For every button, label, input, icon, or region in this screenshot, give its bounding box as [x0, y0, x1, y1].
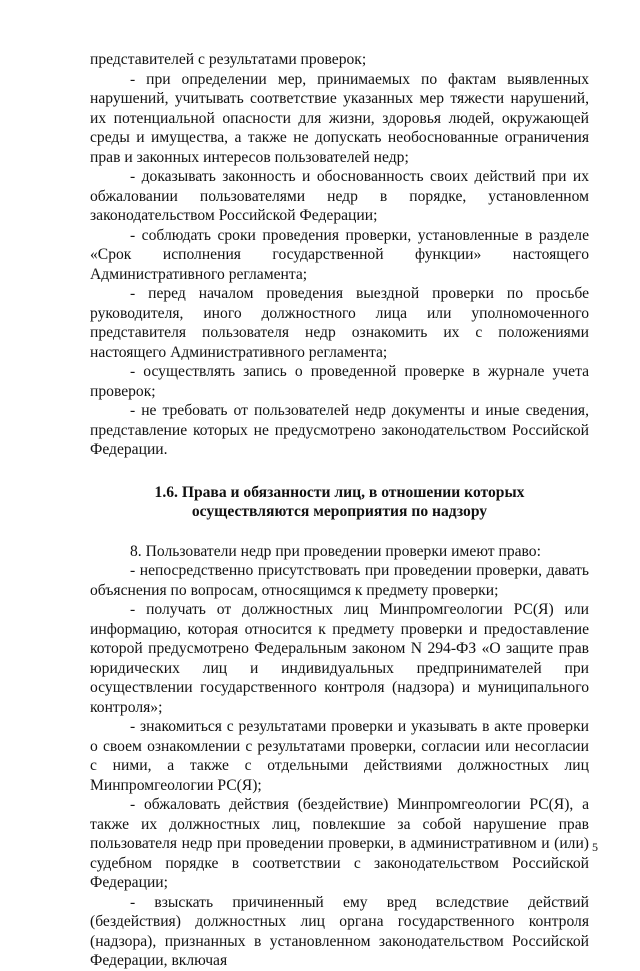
- paragraph: - осуществлять запись о проведенной проверке в журнале учета проверок;: [90, 363, 589, 400]
- paragraph: - при определении мер, принимаемых по фактам выявленных нарушений, учитывать соответствие указанных мер тяжести нарушений, их потенциальной опасности для жизни, здоровья людей, окружающей среды и имущества, а также не допускать необоснованные ограничения прав и законных интересов пользователей недр;: [90, 70, 589, 166]
- paragraph: - взыскать причиненный ему вред вследствие действий (бездействия) должностных лиц органа государственного контроля (надзора), признанных в установленном законодательством Российской Федерации, включая: [90, 893, 589, 969]
- paragraph: - соблюдать сроки проведения проверки, установленные в разделе «Срок исполнения государственной функции» настоящего Административного регламента;: [90, 226, 589, 283]
- page-content: [90, 50, 589, 971]
- paragraph: - непосредственно присутствовать при проведении проверки, давать объяснения по вопросам, относящимся к предмету проверки;: [90, 562, 589, 599]
- section-heading-line-1: 1.6. Права и обязанности лиц, в отношении которых: [154, 483, 525, 501]
- page-number: 5: [592, 840, 598, 854]
- section-heading-line-2: осуществляются мероприятия по надзору: [191, 503, 488, 520]
- paragraph: представителей с результатами проверок;: [90, 51, 367, 68]
- section-before-heading: [90, 50, 589, 460]
- paragraph: - получать от должностных лиц Минпромгеологии РС(Я) или информацию, которая относится к предмету проверки и предоставление которой предусмотрено Федеральным законом N 294-ФЗ «О защите прав юридических лиц и индивидуальных предпринимателей при осуществлении государственного контроля (надзора) и муниципального контроля»;: [90, 601, 589, 716]
- paragraph: - перед началом проведения выездной проверки по просьбе руководителя, иного должностного лица или уполномоченного представителя пользователя недр ознакомить их с положениями настоящего Административного регламента;: [90, 285, 589, 361]
- section-heading: [90, 483, 589, 522]
- paragraph: - не требовать от пользователей недр документы и иные сведения, представление которых не предусмотрено законодательством Российской Федерации.: [90, 402, 589, 458]
- paragraph: - обжаловать действия (бездействие) Минпромгеологии РС(Я), а также их должностных лиц, повлекшие за собой нарушение прав пользователя недр при проведении проверки, в административном и (или) судебном порядке в соответствии с законодательством Российской Федерации;: [90, 796, 589, 891]
- paragraph: - знакомиться с результатами проверки и указывать в акте проверки о своем ознакомлении с результатами проверки, согласии или несогласии с ними, а также с отдельными действиями должностных лиц Минпромгеологии РС(Я);: [90, 718, 589, 794]
- paragraph: - доказывать законность и обоснованность своих действий при их обжаловании пользователями недр в порядке, установленном законодательством Российской Федерации;: [90, 168, 589, 224]
- paragraph: 8. Пользователи недр при проведении проверки имеют право:: [130, 542, 541, 560]
- section-after-heading: [90, 542, 589, 971]
